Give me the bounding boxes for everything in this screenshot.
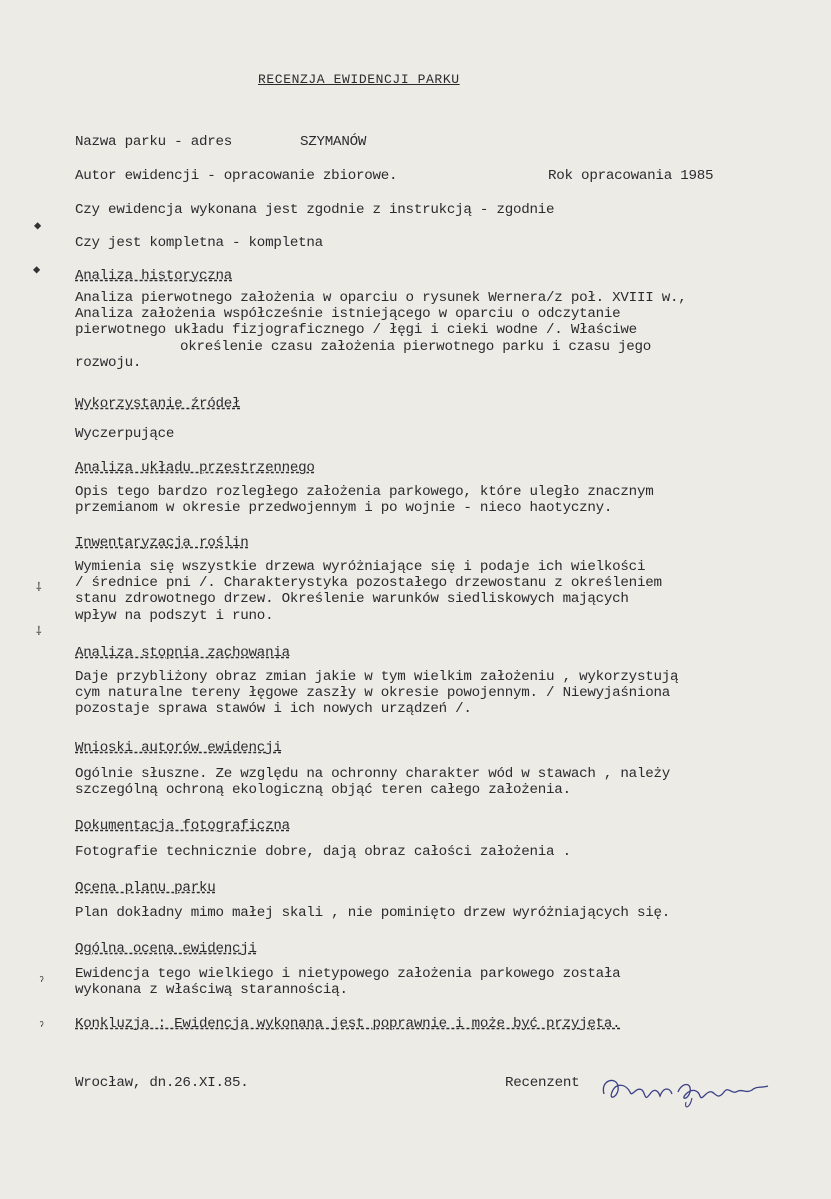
section-body [75, 669, 678, 718]
text-line: szczególną ochroną ekologiczną objąć teren całego założenia. [75, 782, 571, 799]
margin-mark: ˀ [38, 1020, 46, 1034]
section-heading: Wykorzystanie źródeł [75, 396, 241, 412]
text-line: przemianom w okresie przedwojennym i po wojnie - nieco haotyczny. [75, 500, 613, 517]
text-line: wpływ na podszyt i runo. [75, 607, 274, 624]
section-body [75, 484, 653, 516]
margin-mark: ⸸ [36, 625, 42, 639]
year-field: Rok opracowania 1985 [548, 168, 714, 184]
text-line: Fotografie technicznie dobre, dają obraz całości założenia . [75, 844, 571, 860]
park-name-label: Nazwa parku - adres [75, 134, 233, 150]
text-line: pozostaje sprawa stawów i ich nowych urządzeń /. [75, 701, 472, 718]
text-line: określenie czasu założenia pierwotnego parku i czasu jego [180, 338, 652, 355]
text-line: / średnice pni /. Charakterystyka pozostałego drzewostanu z określeniem [75, 575, 662, 592]
section-heading: Analiza stopnia zachowania [75, 645, 290, 661]
text-line: wykonana z właściwą starannością. [75, 982, 348, 999]
reviewer-label: Recenzent [505, 1075, 580, 1091]
text-line: Wymienia się wszystkie drzewa wyróżniające się i podaje ich wielkości [75, 559, 646, 575]
text-line: cym naturalne tereny łęgowe zaszły w okresie powojennym. / Niewyjaśniona [75, 685, 670, 702]
text-line: Analiza pierwotnego założenia w oparciu o rysunek Wernera/z poł. XVIII w., [75, 290, 687, 306]
text-line: rozwoju. [75, 354, 142, 371]
park-name-value: SZYMANÓW [300, 134, 367, 150]
reviewer-signature [596, 1072, 776, 1112]
text-line: Opis tego bardzo rozległego założenia parkowego, które uległo znacznym [75, 484, 654, 500]
text-line: Daje przybliżony obraz zmian jakie w tym wielkim założeniu , wykorzystują [75, 669, 679, 685]
margin-mark: ⸸ [36, 581, 42, 595]
place-date: Wrocław, dn.26.XI.85. [75, 1075, 249, 1091]
compliance-field: Czy ewidencja wykonana jest zgodnie z instrukcją - zgodnie [75, 202, 555, 218]
section-body [75, 559, 662, 624]
author-field: Autor ewidencji - opracowanie zbiorowe. [75, 168, 398, 184]
text-line: pierwotnego układu fizjograficznego / łęgi i cieki wodne /. Właściwe [75, 322, 637, 339]
section-body [75, 290, 687, 371]
section-heading: Inwentaryzacja roślin [75, 535, 249, 551]
text-line: Plan dokładny mimo małej skali , nie pominięto drzew wyróżniających się. [75, 905, 670, 921]
section-heading: Wnioski autorów ewidencji [75, 740, 282, 756]
section-heading: Dokumentacja fotograficzna [75, 818, 290, 834]
section-heading: Analiza układu przestrzennego [75, 460, 315, 476]
text-line: Analiza założenia współcześnie istniejącego w oparciu o odczytanie [75, 306, 621, 323]
section-heading: Ogólna ocena ewidencji [75, 941, 257, 957]
margin-mark: ˀ [38, 975, 46, 989]
text-line: Wyczerpujące [75, 426, 175, 442]
section-body [75, 766, 670, 798]
margin-mark: ◆ [33, 263, 41, 277]
text-line: Ewidencja tego wielkiego i nietypowego założenia parkowego została [75, 966, 621, 982]
completeness-field: Czy jest kompletna - kompletna [75, 235, 323, 251]
section-body [75, 966, 620, 998]
section-body [75, 905, 670, 921]
section-heading: Ocena planu parku [75, 880, 216, 896]
conclusion: Konkluzja : Ewidencja wykonana jest poprawnie i może być przyjęta. [75, 1016, 621, 1032]
margin-mark: ◆ [34, 219, 42, 233]
section-body [75, 426, 174, 442]
section-body [75, 844, 571, 860]
document-title: RECENZJA EWIDENCJI PARKU [258, 72, 460, 87]
text-line: stanu zdrowotnego drzew. Określenie warunków siedliskowych mających [75, 591, 629, 608]
text-line: Ogólnie słuszne. Ze względu na ochronny charakter wód w stawach , należy [75, 766, 670, 782]
section-heading: Analiza historyczna [75, 268, 233, 284]
